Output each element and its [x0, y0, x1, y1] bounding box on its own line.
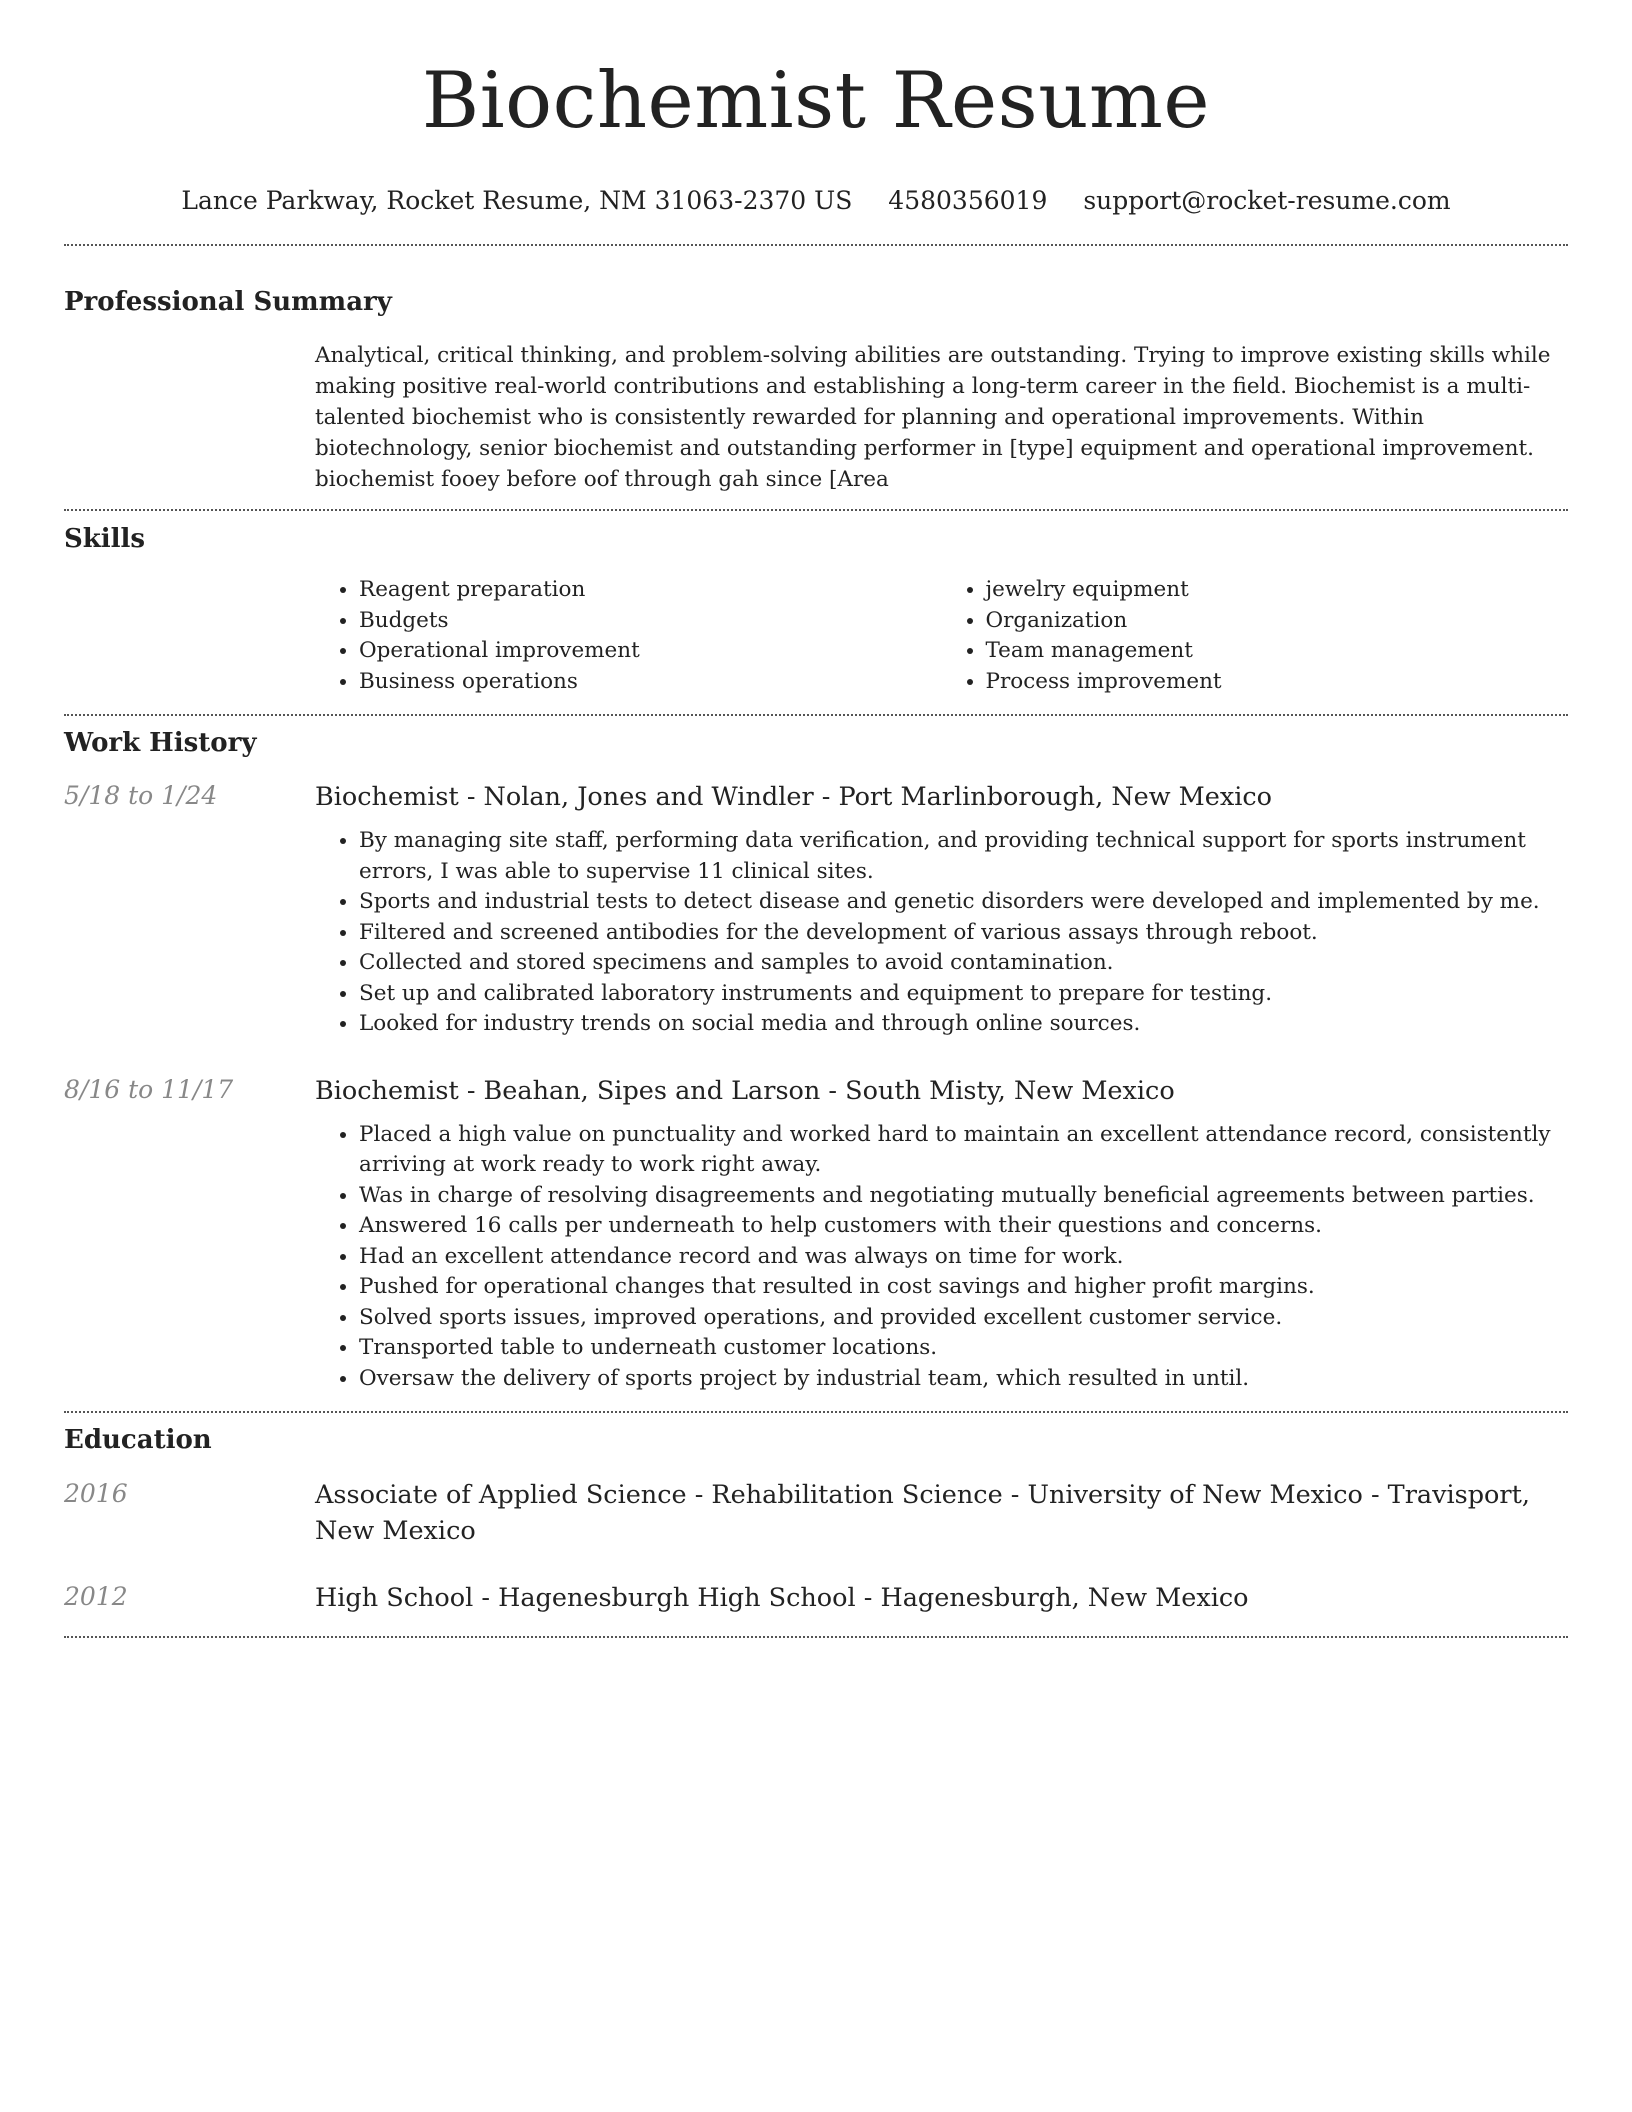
contact-phone: 4580356019: [888, 186, 1048, 215]
divider-skills: [64, 714, 1568, 716]
contact-address: Lance Parkway, Rocket Resume, NM 31063-2370 US: [181, 186, 853, 215]
job-bullet: • Transported table to underneath customer locations.: [359, 1333, 1568, 1364]
work-section: [64, 726, 1568, 1394]
skill-item: • Operational improvement: [359, 636, 942, 667]
skill-item: • Business operations: [359, 667, 942, 698]
job-bullet: • Looked for industry trends on social media and through online sources.: [359, 1009, 1568, 1040]
skills-list-left: [315, 575, 942, 697]
summary-text: Analytical, critical thinking, and problem-solving abilities are outstanding. Trying to improve existing skills while making positive real-world contributions and establishing a long-term career in the field. Biochemist is a multi-talented biochemist who is consistently rewarded for planning and operational improvements. Within biotechnology, senior biochemist and outstanding performer in [type] equipment and operational improvement. biochemist fooey before oof through gah since [Area: [315, 343, 1551, 492]
job-bullet: • Solved sports issues, improved operations, and provided excellent customer service.: [359, 1303, 1568, 1334]
job-entry: [64, 1073, 1568, 1395]
divider-summary: [64, 509, 1568, 511]
skill-item: • Organization: [986, 606, 1569, 637]
job-title: Biochemist - Beahan, Sipes and Larson - South Misty, New Mexico: [315, 1075, 1175, 1106]
job-bullet: • Filtered and screened antibodies for the development of various assays through reboot.: [359, 918, 1568, 949]
job-dates: 5/18 to 1/24: [64, 781, 218, 810]
skill-item: • Reagent preparation: [359, 575, 942, 606]
page-title: Biochemist Resume: [421, 56, 1211, 146]
job-bullet: • Collected and stored specimens and samples to avoid contamination.: [359, 948, 1568, 979]
skill-item: • Team management: [986, 636, 1569, 667]
job-bullet: • Had an excellent attendance record and was always on time for work.: [359, 1242, 1568, 1273]
skills-left-spacer: [64, 575, 315, 697]
skill-item: • jewelry equipment: [986, 575, 1569, 606]
job-bullets: [315, 1120, 1568, 1395]
job-bullets: [315, 826, 1568, 1040]
skill-item: • Process improvement: [986, 667, 1569, 698]
skill-item: • Budgets: [359, 606, 942, 637]
education-entry: [64, 1477, 1568, 1549]
summary-section: [64, 285, 1568, 495]
job-bullet: • Pushed for operational changes that resulted in cost savings and higher profit margins.: [359, 1272, 1568, 1303]
job-bullet: • Set up and calibrated laboratory instruments and equipment to prepare for testing.: [359, 979, 1568, 1010]
divider-header: [64, 244, 1568, 246]
job-dates: 8/16 to 11/17: [64, 1074, 234, 1104]
contact-line: [64, 184, 1568, 218]
divider-education: [64, 1636, 1568, 1638]
job-title: Biochemist - Nolan, Jones and Windler - Port Marlinborough, New Mexico: [315, 782, 1273, 812]
job-bullet: • Was in charge of resolving disagreements and negotiating mutually beneficial agreements between parties.: [359, 1181, 1568, 1212]
job-bullet: • Sports and industrial tests to detect disease and genetic disorders were developed and implemented by me.: [359, 887, 1568, 918]
education-text: Associate of Applied Science - Rehabilitation Science - University of New Mexico - Travisport, New Mexico: [315, 1480, 1530, 1546]
job-entry: [64, 779, 1568, 1040]
skills-list-right: [942, 575, 1569, 697]
education-year: 2012: [64, 1582, 128, 1611]
education-entry: [64, 1580, 1568, 1616]
work-heading: Work History: [64, 728, 257, 758]
skills-heading: Skills: [64, 524, 146, 554]
job-bullet: • Oversaw the delivery of sports project by industrial team, which resulted in until.: [359, 1364, 1568, 1395]
summary-heading: Professional Summary: [64, 287, 392, 317]
job-bullet: • Placed a high value on punctuality and worked hard to maintain an excellent attendance record, consistently arriving at work ready to work right away.: [359, 1120, 1568, 1181]
education-text: High School - Hagenesburgh High School - Hagenesburgh, New Mexico: [315, 1583, 1249, 1613]
divider-work: [64, 1411, 1568, 1413]
contact-email: support@rocket-resume.com: [1083, 186, 1451, 215]
education-section: [64, 1423, 1568, 1616]
education-heading: Education: [64, 1425, 212, 1455]
summary-left-spacer: [64, 340, 315, 495]
education-year: 2016: [64, 1479, 128, 1508]
skills-section: [64, 522, 1568, 697]
job-bullet: • Answered 16 calls per underneath to help customers with their questions and concerns.: [359, 1211, 1568, 1242]
job-bullet: • By managing site staff, performing data verification, and providing technical support for sports instrument errors, I was able to supervise 11 clinical sites.: [359, 826, 1568, 887]
